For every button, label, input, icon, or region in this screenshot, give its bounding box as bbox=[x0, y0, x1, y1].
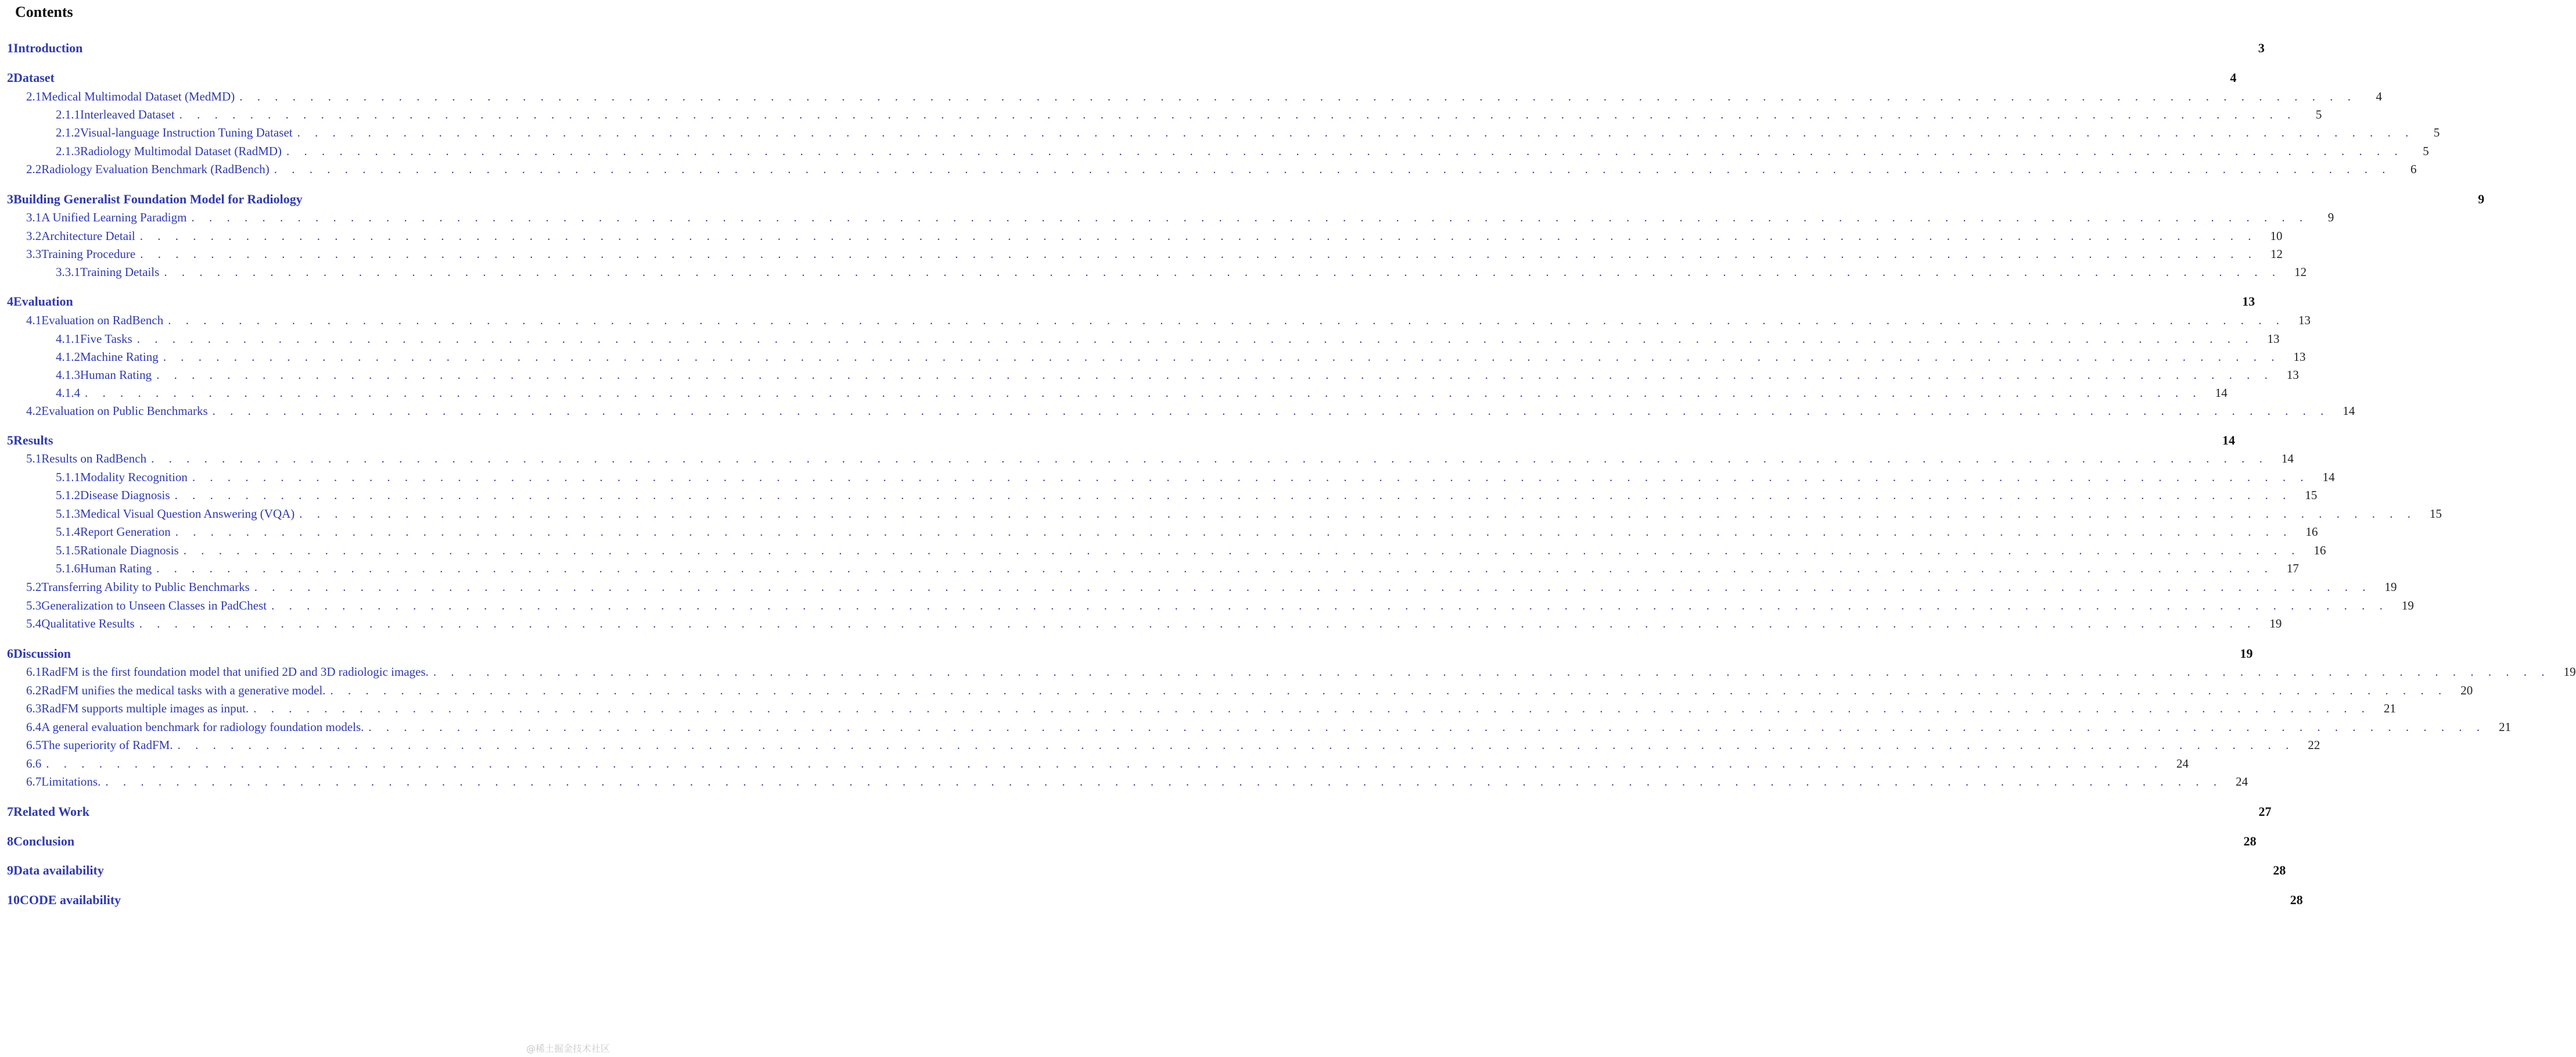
dot-leader: . . . . . . . . . . . . . . . . . . . . . . . . . . . . . . . . . . . . . . . . . . . . . . . . . . . . . . . . . . . . . . . . . . . . . . . . . . . . . . . . . . . . . . . . . . . . . . . . . . . . . . . . . . . . . . . . . . . . . . . . bbox=[330, 683, 2448, 697]
dot-leader: . . . . . . . . . . . . . . . . . . . . . . . . . . . . . . . . . . . . . . . . . . . . . . . . . . . . . . . . . . . . . . . . . . . . . . . . . . . . . . . . . . . . . . . . . . . . . . . . . . . . . . . . . . . . . . . . . . . . . . . . bbox=[174, 488, 2292, 502]
toc-entry-label[interactable]: Qualitative Results bbox=[41, 617, 135, 630]
toc-entry-page[interactable]: 13 bbox=[2298, 313, 2311, 327]
toc-entry-page[interactable]: 10 bbox=[2270, 229, 2283, 243]
toc-entry-page[interactable]: 5 bbox=[2315, 108, 2322, 121]
toc-entry[interactable] bbox=[0, 504, 2442, 523]
toc-entry-number: 5.1.2 bbox=[56, 488, 80, 502]
toc-entry-page[interactable]: 19 bbox=[2563, 665, 2576, 679]
toc-entry-page[interactable]: 19 bbox=[2384, 580, 2397, 594]
toc-entry-label[interactable]: Building Generalist Foundation Model for Radiology bbox=[13, 192, 303, 206]
toc-entry-page[interactable]: 20 bbox=[2460, 683, 2473, 697]
toc-entry-number: 7 bbox=[7, 804, 13, 819]
toc-entry[interactable] bbox=[0, 614, 2282, 633]
dot-leader: . . . . . . . . . . . . . . . . . . . . . . . . . . . . . . . . . . . . . . . . . . . . . . . . . . . . . . . . . . . . . . . . . . . . . . . . . . . . . . . . . . . . . . . . . . . . . . . . . . . . . . . . . . . . . . . . . . . . . . . . bbox=[163, 350, 2280, 364]
toc-entry-number: 5.3 bbox=[26, 599, 42, 612]
toc-entry-page[interactable]: 3 bbox=[2258, 41, 2265, 55]
toc-entry-number: 10 bbox=[7, 893, 20, 907]
dot-leader: . . . . . . . . . . . . . . . . . . . . . . . . . . . . . . . . . . . . . . . . . . . . . . . . . . . . . . . . . . . . . . . . . . . . . . . . . . . . . . . . . . . . . . . . . . . . . . . . . . . . . . . . . . . . . . . . . . . . . . . . bbox=[212, 404, 2330, 418]
toc-entry-number: 6.1 bbox=[26, 665, 42, 679]
toc-entry-number: 6.3 bbox=[26, 701, 42, 715]
toc-entry-label[interactable]: Medical Visual Question Answering (VQA) bbox=[80, 507, 295, 521]
watermark: @稀土掘金技术社区 bbox=[526, 1043, 610, 1054]
toc-entry[interactable] bbox=[0, 105, 2322, 124]
toc-entry[interactable] bbox=[0, 123, 2440, 142]
toc-entry[interactable] bbox=[0, 190, 2485, 209]
dot-leader: . . . . . . . . . . . . . . . . . . . . . . . . . . . . . . . . . . . . . . . . . . . . . . . . . . . . . . . . . . . . . . . . . . . . . . . . . . . . . . . . . . . . . . . . . . . . . . . . . . . . . . . . . . . . . . . . . . . . . . . . bbox=[177, 738, 2295, 752]
toc-entry[interactable] bbox=[0, 681, 2473, 700]
toc-entry[interactable] bbox=[0, 861, 2286, 880]
toc-entry[interactable] bbox=[0, 772, 2248, 791]
toc-entry-label[interactable]: RadFM unifies the medical tasks with a generative model. bbox=[41, 683, 326, 697]
toc-entry[interactable] bbox=[0, 486, 2318, 504]
toc-entry[interactable] bbox=[0, 644, 2253, 663]
toc-entry-page[interactable]: 14 bbox=[2281, 452, 2294, 465]
toc-entry-number: 3 bbox=[7, 192, 13, 206]
dot-leader: . . . . . . . . . . . . . . . . . . . . . . . . . . . . . . . . . . . . . . . . . . . . . . . . . . . . . . . . . . . . . . . . . . . . . . . . . . . . . . . . . . . . . . . . . . . . . . . . . . . . . . . . . . . . . . . . . . . . . . . . bbox=[183, 543, 2301, 557]
toc-entry-page[interactable]: 16 bbox=[2313, 543, 2326, 557]
toc-entry[interactable] bbox=[0, 449, 2294, 468]
toc-entry[interactable] bbox=[0, 69, 2237, 87]
toc-entry-page[interactable]: 15 bbox=[2430, 507, 2442, 521]
dot-leader: . . . . . . . . . . . . . . . . . . . . . . . . . . . . . . . . . . . . . . . . . . . . . . . . . . . . . . . . . . . . . . . . . . . . . . . . . . . . . . . . . . . . . . . . . . . . . . . . . . . . . . . . . . . . . . . . . . . . . . . . bbox=[433, 665, 2550, 679]
dot-leader: . . . . . . . . . . . . . . . . . . . . . . . . . . . . . . . . . . . . . . . . . . . . . . . . . . . . . . . . . . . . . . . . . . . . . . . . . . . . . . . . . . . . . . . . . . . . . . . . . . . . . . . . . . . . . . . . . . . . . . . . bbox=[271, 599, 2388, 612]
toc-entry-label[interactable]: Introduction bbox=[13, 41, 83, 55]
dot-leader: . . . . . . . . . . . . . . . . . . . . . . . . . . . . . . . . . . . . . . . . . . . . . . . . . . . . . . . . . . . . . . . . . . . . . . . . . . . . . . . . . . . . . . . . . . . . . . . . . . . . . . . . . . . . . . . . . . . . . . . . bbox=[239, 89, 2357, 103]
toc-entry[interactable] bbox=[0, 384, 2227, 402]
toc-entry-number: 5.1.4 bbox=[56, 525, 80, 539]
toc-entry[interactable] bbox=[0, 87, 2383, 106]
toc-entry-page[interactable]: 21 bbox=[2499, 720, 2512, 734]
toc-entry[interactable] bbox=[0, 802, 2272, 821]
toc-entry-number: 4.1.4 bbox=[56, 386, 80, 400]
toc-entry-label[interactable]: Human Rating bbox=[80, 561, 152, 575]
toc-entry[interactable] bbox=[0, 596, 2414, 615]
toc-entry[interactable] bbox=[0, 39, 2265, 58]
toc-entry-label[interactable]: Medical Multimodal Dataset (MedMD) bbox=[41, 89, 235, 103]
toc-entry-number: 3.2 bbox=[26, 229, 42, 243]
toc-entry[interactable] bbox=[0, 736, 2320, 754]
toc-entry-number: 5.1.5 bbox=[56, 543, 80, 557]
toc-entry-label[interactable]: Results on RadBench bbox=[41, 452, 147, 465]
dot-leader: . . . . . . . . . . . . . . . . . . . . . . . . . . . . . . . . . . . . . . . . . . . . . . . . . . . . . . . . . . . . . . . . . . . . . . . . . . . . . . . . . . . . . . . . . . . . . . . . . . . . . . . . . . . . . . . . . . . . . . . . bbox=[168, 313, 2285, 327]
toc-entry-page[interactable]: 4 bbox=[2230, 70, 2237, 85]
toc-entry-number: 5.1.6 bbox=[56, 561, 80, 575]
toc-entry-number: 5 bbox=[7, 433, 13, 447]
toc-entry-label[interactable]: CODE availability bbox=[20, 893, 121, 907]
dot-leader: . . . . . . . . . . . . . . . . . . . . . . . . . . . . . . . . . . . . . . . . . . . . . . . . . . . . . . . . . . . . . . . . . . . . . . . . . . . . . . . . . . . . . . . . . . . . . . . . . . . . . . . . . . . . . . . . . . . . . . . . bbox=[156, 368, 2273, 382]
toc-entry-label[interactable]: Evaluation on Public Benchmarks bbox=[41, 404, 208, 418]
toc-entry[interactable] bbox=[0, 329, 2280, 348]
toc-entry-number: 3.3.1 bbox=[56, 265, 80, 279]
toc-entry-page[interactable]: 27 bbox=[2258, 804, 2272, 819]
toc-entry-page[interactable]: 5 bbox=[2433, 126, 2440, 139]
toc-entry-number: 8 bbox=[7, 834, 13, 848]
toc-entry[interactable] bbox=[0, 541, 2326, 560]
toc-entry[interactable] bbox=[0, 578, 2397, 596]
dot-leader: . . . . . . . . . . . . . . . . . . . . . . . . . . . . . . . . . . . . . . . . . . . . . . . . . . . . . . . . . . . . . . . . . . . . . . . . . . . . . . . . . . . . . . . . . . . . . . . . . . . . . . . . . . . . . . . . . . . . . . . . bbox=[286, 144, 2403, 158]
toc-entry-number: 6.2 bbox=[26, 683, 42, 697]
toc-entry-page[interactable]: 28 bbox=[2243, 834, 2257, 848]
toc-entry-number: 2 bbox=[7, 70, 13, 85]
toc-entry-label[interactable]: Report Generation bbox=[80, 525, 171, 539]
toc-entry-number: 3.1 bbox=[26, 210, 42, 224]
toc-entry[interactable] bbox=[0, 347, 2306, 366]
toc-entry[interactable] bbox=[0, 468, 2335, 486]
toc-entry-page[interactable]: 5 bbox=[2423, 144, 2429, 158]
toc-entry-page[interactable]: 17 bbox=[2286, 561, 2299, 575]
toc-entry-number: 6.5 bbox=[26, 738, 42, 752]
toc-entry-label[interactable]: Training Procedure bbox=[41, 247, 136, 261]
toc-entry-number: 2.1 bbox=[26, 89, 42, 103]
toc-entry-number: 5.1 bbox=[26, 452, 42, 465]
toc-entry-label[interactable]: Visual-language Instruction Tuning Dataset bbox=[80, 126, 293, 139]
toc-entry-number: 2.1.1 bbox=[56, 108, 80, 121]
toc-entry-page[interactable]: 22 bbox=[2308, 738, 2320, 752]
toc-entry-label[interactable]: Radiology Multimodal Dataset (RadMD) bbox=[80, 144, 282, 158]
dot-leader: . . . . . . . . . . . . . . . . . . . . . . . . . . . . . . . . . . . . . . . . . . . . . . . . . . . . . . . . . . . . . . . . . . . . . . . . . . . . . . . . . . . . . . . . . . . . . . . . . . . . . . . . . . . . . . . . . . . . . . . . bbox=[254, 580, 2372, 594]
toc-entry-page[interactable]: 9 bbox=[2327, 210, 2334, 224]
toc-entry[interactable] bbox=[0, 402, 2355, 420]
toc-entry-page[interactable]: 12 bbox=[2294, 265, 2307, 279]
toc-entry-page[interactable]: 9 bbox=[2478, 192, 2485, 206]
toc-entry-label[interactable]: RadFM is the first foundation model that unified 2D and 3D radiologic images. bbox=[41, 665, 429, 679]
dot-leader: . . . . . . . . . . . . . . . . . . . . . . . . . . . . . . . . . . . . . . . . . . . . . . . . . . . . . . . . . . . . . . . . . . . . . . . . . . . . . . . . . . . . . . . . . . . . . . . . . . . . . . . . . . . . . . . . . . . . . . . . bbox=[175, 525, 2293, 539]
dot-leader: . . . . . . . . . . . . . . . . . . . . . . . . . . . . . . . . . . . . . . . . . . . . . . . . . . . . . . . . . . . . . . . . . . . . . . . . . . . . . . . . . . . . . . . . . . . . . . . . . . . . . . . . . . . . . . . . . . . . . . . . bbox=[297, 126, 2415, 139]
toc-entry-page[interactable]: 14 bbox=[2215, 386, 2227, 400]
dot-leader: . . . . . . . . . . . . . . . . . . . . . . . . . . . . . . . . . . . . . . . . . . . . . . . . . . . . . . . . . . . . . . . . . . . . . . . . . . . . . . . . . . . . . . . . . . . . . . . . . . . . . . . . . . . . . . . . . . . . . . . . bbox=[164, 265, 2282, 279]
toc-entry[interactable] bbox=[0, 311, 2311, 329]
dot-leader: . . . . . . . . . . . . . . . . . . . . . . . . . . . . . . . . . . . . . . . . . . . . . . . . . . . . . . . . . . . . . . . . . . . . . . . . . . . . . . . . . . . . . . . . . . . . . . . . . . . . . . . . . . . . . . . . . . . . . . . . bbox=[85, 386, 2202, 400]
toc-entry-page[interactable]: 24 bbox=[2236, 775, 2248, 789]
toc-entry-label[interactable]: Radiology Evaluation Benchmark (RadBench) bbox=[41, 162, 270, 176]
toc-entry-page[interactable]: 14 bbox=[2343, 404, 2355, 418]
toc-entry[interactable] bbox=[0, 263, 2307, 281]
toc-entry-label[interactable]: Limitations. bbox=[41, 775, 101, 789]
toc-entry[interactable] bbox=[0, 366, 2299, 384]
toc-entry-label[interactable]: Generalization to Unseen Classes in PadChest bbox=[41, 599, 267, 612]
toc-entry[interactable] bbox=[0, 227, 2283, 245]
toc-entry-number: 9 bbox=[7, 863, 13, 877]
toc-entry-number: 4.1.2 bbox=[56, 350, 80, 364]
toc-entry[interactable] bbox=[0, 160, 2417, 178]
toc-entry-page[interactable]: 19 bbox=[2401, 599, 2414, 612]
toc-entry-page[interactable]: 4 bbox=[2376, 89, 2383, 103]
dot-leader: . . . . . . . . . . . . . . . . . . . . . . . . . . . . . . . . . . . . . . . . . . . . . . . . . . . . . . . . . . . . . . . . . . . . . . . . . . . . . . . . . . . . . . . . . . . . . . . . . . . . . . . . . . . . . . . . . . . . . . . . bbox=[368, 720, 2486, 734]
toc-entry-page[interactable]: 15 bbox=[2305, 488, 2318, 502]
toc-entry-page[interactable]: 28 bbox=[2290, 893, 2303, 907]
toc-entry-number: 4.1.3 bbox=[56, 368, 80, 382]
toc-entry-label[interactable]: Rationale Diagnosis bbox=[80, 543, 179, 557]
toc-entry-label[interactable]: The superiority of RadFM. bbox=[41, 738, 173, 752]
toc-entry-label[interactable]: Conclusion bbox=[13, 834, 75, 848]
dot-leader: . . . . . . . . . . . . . . . . . . . . . . . . . . . . . . . . . . . . . . . . . . . . . . . . . . . . . . . . . . . . . . . . . . . . . . . . . . . . . . . . . . . . . . . . . . . . . . . . . . . . . . . . . . . . . . . . . . . . . . . . bbox=[156, 561, 2273, 575]
dot-leader: . . . . . . . . . . . . . . . . . . . . . . . . . . . . . . . . . . . . . . . . . . . . . . . . . . . . . . . . . . . . . . . . . . . . . . . . . . . . . . . . . . . . . . . . . . . . . . . . . . . . . . . . . . . . . . . . . . . . . . . . bbox=[46, 757, 2163, 771]
toc-entry[interactable] bbox=[0, 754, 2189, 773]
toc-entry-label[interactable]: Machine Rating bbox=[80, 350, 159, 364]
page-title: Contents bbox=[15, 3, 73, 20]
dot-leader: . . . . . . . . . . . . . . . . . . . . . . . . . . . . . . . . . . . . . . . . . . . . . . . . . . . . . . . . . . . . . . . . . . . . . . . . . . . . . . . . . . . . . . . . . . . . . . . . . . . . . . . . . . . . . . . . . . . . . . . . bbox=[179, 108, 2297, 121]
toc-entry-page[interactable]: 28 bbox=[2273, 863, 2286, 877]
toc-entry[interactable] bbox=[0, 292, 2255, 311]
dot-leader: . . . . . . . . . . . . . . . . . . . . . . . . . . . . . . . . . . . . . . . . . . . . . . . . . . . . . . . . . . . . . . . . . . . . . . . . . . . . . . . . . . . . . . . . . . . . . . . . . . . . . . . . . . . . . . . . . . . . . . . . bbox=[253, 701, 2370, 715]
toc-entry-page[interactable]: 13 bbox=[2293, 350, 2306, 364]
toc-entry-page[interactable]: 14 bbox=[2222, 433, 2235, 447]
dot-leader: . . . . . . . . . . . . . . . . . . . . . . . . . . . . . . . . . . . . . . . . . . . . . . . . . . . . . . . . . . . . . . . . . . . . . . . . . . . . . . . . . . . . . . . . . . . . . . . . . . . . . . . . . . . . . . . . . . . . . . . . bbox=[191, 210, 2309, 224]
toc-entry-number: 4.1.1 bbox=[56, 332, 80, 346]
toc-entry-number: 2.1.3 bbox=[56, 144, 80, 158]
toc-entry[interactable] bbox=[0, 208, 2334, 227]
toc-entry-label[interactable]: Five Tasks bbox=[80, 332, 132, 346]
toc-entry[interactable] bbox=[0, 142, 2429, 160]
toc-entry-label[interactable]: Disease Diagnosis bbox=[80, 488, 170, 502]
toc-entry-number: 5.1.1 bbox=[56, 470, 80, 484]
toc-entry-label[interactable]: Evaluation on RadBench bbox=[41, 313, 164, 327]
toc-entry-number: 2.2 bbox=[26, 162, 42, 176]
toc-entry-number: 3.3 bbox=[26, 247, 42, 261]
dot-leader: . . . . . . . . . . . . . . . . . . . . . . . . . . . . . . . . . . . . . . . . . . . . . . . . . . . . . . . . . . . . . . . . . . . . . . . . . . . . . . . . . . . . . . . . . . . . . . . . . . . . . . . . . . . . . . . . . . . . . . . . bbox=[151, 452, 2268, 465]
toc-entry-number: 6 bbox=[7, 646, 13, 661]
toc-entry-number: 5.1.3 bbox=[56, 507, 80, 521]
toc-entry-number: 4.2 bbox=[26, 404, 42, 418]
toc-entry-page[interactable]: 19 bbox=[2240, 646, 2253, 661]
toc-entry-label[interactable]: RadFM supports multiple images as input. bbox=[41, 701, 249, 715]
dot-leader: . . . . . . . . . . . . . . . . . . . . . . . . . . . . . . . . . . . . . . . . . . . . . . . . . . . . . . . . . . . . . . . . . . . . . . . . . . . . . . . . . . . . . . . . . . . . . . . . . . . . . . . . . . . . . . . . . . . . . . . . bbox=[105, 775, 2223, 789]
dot-leader: . . . . . . . . . . . . . . . . . . . . . . . . . . . . . . . . . . . . . . . . . . . . . . . . . . . . . . . . . . . . . . . . . . . . . . . . . . . . . . . . . . . . . . . . . . . . . . . . . . . . . . . . . . . . . . . . . . . . . . . . bbox=[140, 247, 2257, 261]
toc-entry-label[interactable]: Data availability bbox=[13, 863, 104, 877]
toc-entry-number: 4 bbox=[7, 294, 13, 309]
toc-entry-number: 6.6 bbox=[26, 757, 42, 771]
toc-entry[interactable] bbox=[0, 431, 2235, 450]
toc-entry[interactable] bbox=[0, 522, 2318, 541]
toc-entry[interactable] bbox=[0, 832, 2257, 851]
dot-leader: . . . . . . . . . . . . . . . . . . . . . . . . . . . . . . . . . . . . . . . . . . . . . . . . . . . . . . . . . . . . . . . . . . . . . . . . . . . . . . . . . . . . . . . . . . . . . . . . . . . . . . . . . . . . . . . . . . . . . . . . bbox=[139, 229, 2257, 243]
toc-entry-number: 1 bbox=[7, 41, 13, 55]
toc-entry-number: 6.7 bbox=[26, 775, 42, 789]
toc-entry-page[interactable]: 24 bbox=[2176, 757, 2189, 771]
toc-entry-label[interactable]: Interleaved Dataset bbox=[80, 108, 175, 121]
toc-entry-page[interactable]: 13 bbox=[2286, 368, 2299, 382]
toc-entry-label[interactable]: Architecture Detail bbox=[41, 229, 135, 243]
toc-entry-number: 4.1 bbox=[26, 313, 42, 327]
toc-entry-label[interactable]: Training Details bbox=[80, 265, 160, 279]
toc-entry-number: 6.4 bbox=[26, 720, 42, 734]
toc-entry[interactable] bbox=[0, 245, 2283, 263]
toc-entry-label[interactable]: Discussion bbox=[13, 646, 71, 661]
toc-entry-label[interactable]: Human Rating bbox=[80, 368, 152, 382]
dot-leader: . . . . . . . . . . . . . . . . . . . . . . . . . . . . . . . . . . . . . . . . . . . . . . . . . . . . . . . . . . . . . . . . . . . . . . . . . . . . . . . . . . . . . . . . . . . . . . . . . . . . . . . . . . . . . . . . . . . . . . . . bbox=[192, 470, 2309, 484]
dot-leader: . . . . . . . . . . . . . . . . . . . . . . . . . . . . . . . . . . . . . . . . . . . . . . . . . . . . . . . . . . . . . . . . . . . . . . . . . . . . . . . . . . . . . . . . . . . . . . . . . . . . . . . . . . . . . . . . . . . . . . . . bbox=[274, 162, 2391, 176]
toc-entry[interactable] bbox=[0, 662, 2576, 681]
dot-leader: . . . . . . . . . . . . . . . . . . . . . . . . . . . . . . . . . . . . . . . . . . . . . . . . . . . . . . . . . . . . . . . . . . . . . . . . . . . . . . . . . . . . . . . . . . . . . . . . . . . . . . . . . . . . . . . . . . . . . . . . bbox=[299, 507, 2417, 521]
toc-entry[interactable] bbox=[0, 559, 2299, 578]
toc-entry-page[interactable]: 16 bbox=[2305, 525, 2318, 539]
toc-entry-number: 5.4 bbox=[26, 617, 42, 630]
toc-entry-label[interactable]: Evaluation bbox=[13, 294, 73, 309]
toc-entry-label[interactable]: A general evaluation benchmark for radiology foundation models. bbox=[41, 720, 364, 734]
toc-entry-label[interactable]: Results bbox=[13, 433, 53, 447]
dot-leader: . . . . . . . . . . . . . . . . . . . . . . . . . . . . . . . . . . . . . . . . . . . . . . . . . . . . . . . . . . . . . . . . . . . . . . . . . . . . . . . . . . . . . . . . . . . . . . . . . . . . . . . . . . . . . . . . . . . . . . . . bbox=[139, 617, 2257, 630]
toc-entry-page[interactable]: 13 bbox=[2267, 332, 2280, 346]
toc-entry-label[interactable]: A Unified Learning Paradigm bbox=[41, 210, 187, 224]
toc-entry[interactable] bbox=[0, 699, 2396, 718]
toc-entry-label[interactable]: Modality Recognition bbox=[80, 470, 188, 484]
toc-entry[interactable] bbox=[0, 891, 2303, 909]
toc-entry-page[interactable]: 21 bbox=[2384, 701, 2396, 715]
toc-entry-page[interactable]: 6 bbox=[2410, 162, 2417, 176]
toc-entry-number: 5.2 bbox=[26, 580, 42, 594]
toc-entry-page[interactable]: 13 bbox=[2242, 294, 2255, 309]
toc-entry-label[interactable]: Related Work bbox=[13, 804, 89, 819]
dot-leader: . . . . . . . . . . . . . . . . . . . . . . . . . . . . . . . . . . . . . . . . . . . . . . . . . . . . . . . . . . . . . . . . . . . . . . . . . . . . . . . . . . . . . . . . . . . . . . . . . . . . . . . . . . . . . . . . . . . . . . . . bbox=[136, 332, 2254, 346]
toc-entry-label[interactable]: Transferring Ability to Public Benchmarks bbox=[41, 580, 250, 594]
toc-entry-number: 2.1.2 bbox=[56, 126, 80, 139]
toc-entry-page[interactable]: 12 bbox=[2270, 247, 2283, 261]
toc-entry[interactable] bbox=[0, 718, 2512, 736]
toc-entry-page[interactable]: 14 bbox=[2322, 470, 2335, 484]
toc-entry-label[interactable]: Dataset bbox=[13, 70, 55, 85]
toc-entry-page[interactable]: 19 bbox=[2269, 617, 2282, 630]
